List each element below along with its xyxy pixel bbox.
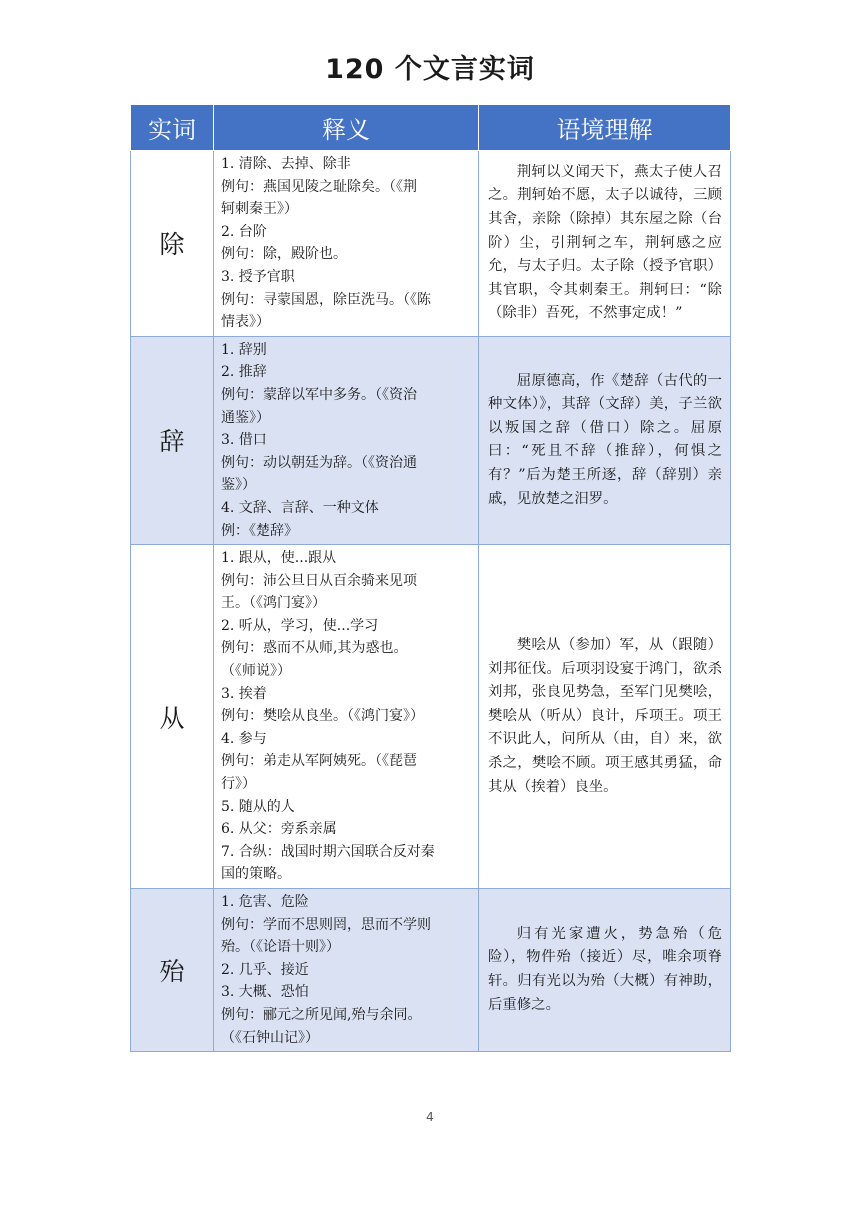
meaning-line: 例句：沛公旦日从百余骑来见项 [221, 572, 417, 589]
context-text: 荆轲以义闻天下，燕太子使人召之。荆轲始不愿，太子以诚待，三顾其舍，亲除（除掉）其东屋之除（台阶）尘，引荆轲之车，荆轲感之应允，与太子归。太子除（授予官职）其官职，令其刺秦王。荆轲曰：“除（除非）吾死，不然事定成！” [488, 163, 722, 322]
meaning-line: 例：《楚辞》 [221, 522, 298, 539]
header-context: 语境理解 [479, 105, 731, 151]
meaning-line: 3. 挨着 [221, 685, 267, 702]
context-cell [479, 336, 731, 544]
context-cell [479, 151, 731, 337]
context-cell [479, 889, 731, 1052]
meaning-line: 7. 合纵：战国时期六国联合反对秦 [221, 843, 435, 860]
word-cell: 辞 [131, 336, 214, 544]
meaning-line: 例句：动以朝廷为辞。（《资治通 [221, 454, 417, 471]
header-word: 实词 [131, 105, 214, 151]
meaning-line: 2. 台阶 [221, 223, 267, 240]
meaning-line: 轲刺秦王》） [221, 201, 298, 218]
word-cell: 殆 [131, 889, 214, 1052]
meaning-line: 1. 危害、危险 [221, 894, 309, 910]
meaning-line: 情表》） [221, 314, 270, 331]
meaning-line: 例句：蒙辞以军中多务。（《资治 [221, 386, 417, 403]
word-cell: 从 [131, 545, 214, 889]
meaning-line: 2. 几乎、接近 [221, 961, 309, 978]
meaning-line: 国的策略。 [221, 866, 291, 883]
table-row [131, 545, 731, 889]
meaning-line: 3. 大概、恐怕 [221, 984, 309, 1001]
word-cell: 除 [131, 151, 214, 337]
meaning-line: 例句：寻蒙国恩，除臣洗马。（《陈 [221, 291, 431, 308]
meaning-line: 例句：郦元之所见闻,殆与余同。 [221, 1006, 422, 1023]
table-row [131, 151, 731, 337]
context-text: 归有光家遭火，势急殆（危险），物件殆（接近）尽，唯余项脊轩。归有光以为殆（大概）有神助，后重修之。 [488, 925, 722, 1013]
page-number: 4 [426, 1110, 434, 1124]
meaning-line: 行》） [221, 776, 256, 793]
meaning-line: 6. 从父：旁系亲属 [221, 821, 337, 838]
meaning-line: （《师说》） [221, 663, 291, 680]
meaning-line: （《石钟山记》） [221, 1029, 319, 1046]
meaning-line: 鉴》） [221, 477, 256, 494]
vocab-table [130, 104, 731, 1052]
table-row [131, 336, 731, 544]
meaning-line: 3. 借口 [221, 432, 267, 449]
table-header-row [131, 105, 731, 151]
meaning-line: 例句：弟走从军阿姨死。（《琵琶 [221, 753, 417, 770]
meaning-line: 例句：除，殿阶也。 [221, 246, 347, 263]
header-meaning: 释义 [214, 105, 479, 151]
meaning-cell [214, 151, 479, 337]
meaning-line: 4. 文辞、言辞、一种文体 [221, 499, 379, 516]
table-row [131, 889, 731, 1052]
meaning-line: 通鉴》） [221, 409, 270, 426]
meaning-line: 2. 推辞 [221, 364, 267, 381]
table-body [131, 151, 731, 1052]
meaning-line: 2. 听从，学习，使...学习 [221, 617, 379, 634]
meaning-cell [214, 336, 479, 544]
meaning-line: 1. 辞别 [221, 341, 267, 358]
meaning-line: 1. 跟从，使...跟从 [221, 550, 337, 567]
meaning-line: 例句：樊哙从良坐。（《鸿门宴》） [221, 708, 424, 725]
meaning-line: 殆。（《论语十则》） [221, 939, 340, 956]
context-text: 屈原德高，作《楚辞（古代的一种文体）》，其辞（文辞）美，子兰欲以叛国之辞（借口）除之。屈原曰：“死且不辞（推辞），何惧之有？”后为楚王所逐，辞（辞别）亲戚，见放楚之汨罗。 [488, 372, 722, 507]
context-text: 樊哙从（参加）军，从（跟随）刘邦征伐。后项羽设宴于鸿门，欲杀刘邦，张良见势急，至军门见樊哙，樊哙从（听从）良计，斥项王。项王不识此人，问所从（由，自）来，欲杀之，樊哙不顾。项王感其勇猛，命其从（挨着）良坐。 [488, 636, 722, 795]
meaning-line: 例句：惑而不从师,其为惑也。 [221, 640, 408, 657]
meaning-line: 4. 参与 [221, 730, 267, 747]
meaning-cell [214, 889, 479, 1052]
meaning-line: 3. 授予官职 [221, 268, 295, 285]
page-title: 120 个文言实词 [325, 54, 535, 85]
meaning-line: 例句：学而不思则罔，思而不学则 [221, 916, 431, 933]
meaning-line: 例句：燕国见陵之耻除矣。（《荆 [221, 178, 417, 195]
context-cell [479, 545, 731, 889]
meaning-line: 1. 清除、去掉、除非 [221, 156, 351, 172]
meaning-line: 王。（《鸿门宴》） [221, 595, 326, 612]
meaning-line: 5. 随从的人 [221, 798, 295, 815]
meaning-cell [214, 545, 479, 889]
